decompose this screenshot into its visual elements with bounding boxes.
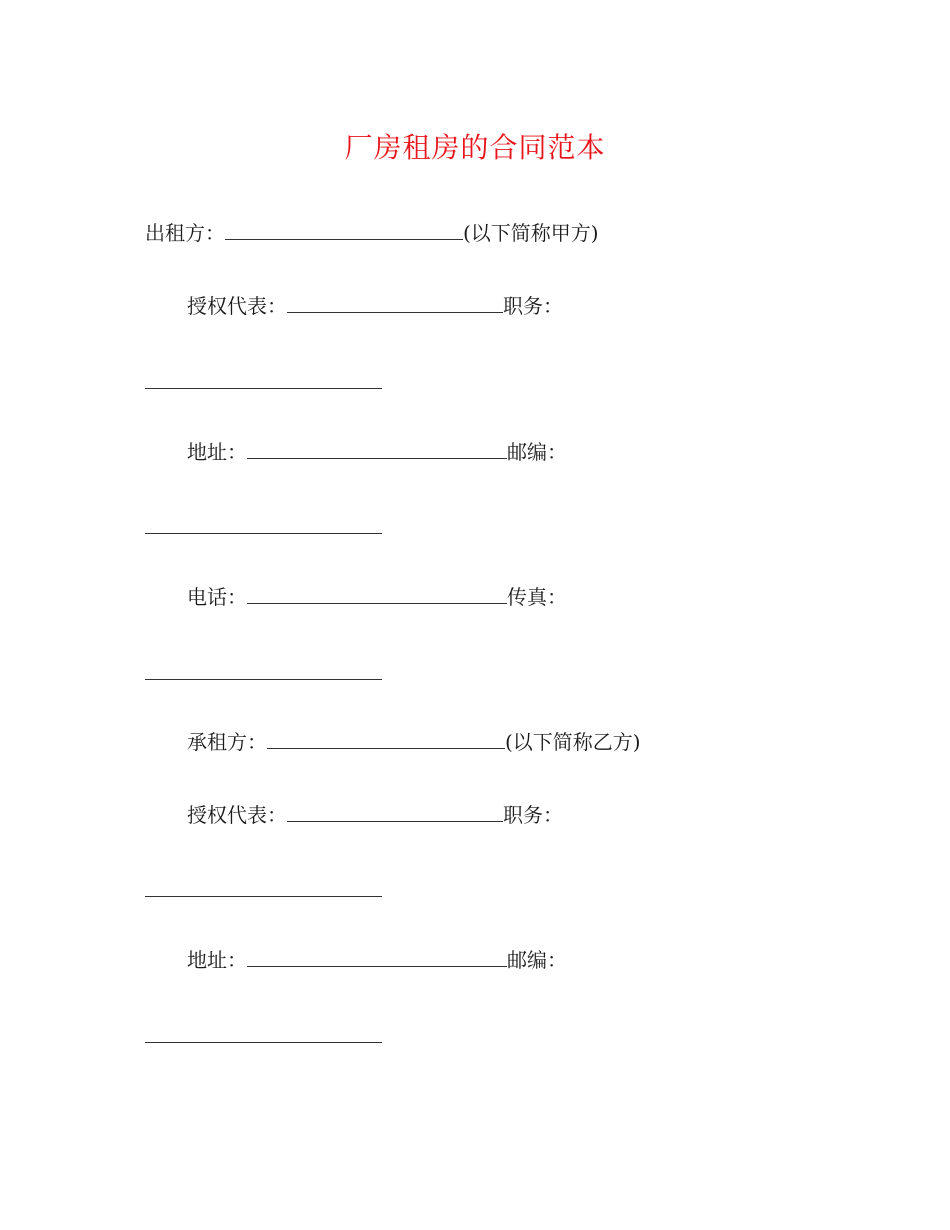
lessor-blank: [225, 219, 463, 240]
lessor-rep-line: [187, 291, 563, 321]
lessor-postcode-blank: [145, 533, 382, 534]
lessee-address-blank: [247, 946, 507, 967]
lessee-rep-blank: [287, 801, 503, 822]
lessor-rep-blank: [287, 292, 503, 313]
lessee-position-label: 职务：: [503, 803, 563, 827]
lessor-suffix: (以下简称甲方): [463, 221, 599, 245]
lessor-phone-label: 电话：: [187, 585, 247, 609]
lessor-phone-blank: [247, 583, 507, 604]
lessee-address-line: [187, 945, 567, 975]
lessor-line: [145, 218, 599, 248]
lessor-position-label: 职务：: [503, 294, 563, 318]
lessee-rep-line: [187, 800, 563, 830]
lessor-address-blank: [247, 438, 507, 459]
lessor-fax-label: 传真：: [507, 585, 567, 609]
lessee-rep-label: 授权代表：: [187, 803, 287, 827]
lessor-fax-blank: [145, 679, 382, 680]
lessee-position-blank: [145, 896, 382, 897]
lessee-line: [187, 727, 641, 757]
lessor-phone-line: [187, 582, 567, 612]
lessee-address-label: 地址：: [187, 948, 247, 972]
lessee-suffix: (以下简称乙方): [505, 730, 641, 754]
lessor-position-blank: [145, 388, 382, 389]
lessor-postcode-label: 邮编：: [507, 440, 567, 464]
page-title: 厂房租房的合同范本: [344, 131, 606, 164]
lessee-postcode-blank: [145, 1042, 382, 1043]
lessee-blank: [267, 728, 505, 749]
lessor-address-label: 地址：: [187, 440, 247, 464]
lessor-label: 出租方：: [145, 221, 225, 245]
lessor-rep-label: 授权代表：: [187, 294, 287, 318]
lessee-label: 承租方：: [187, 730, 267, 754]
lessor-address-line: [187, 437, 567, 467]
lessee-postcode-label: 邮编：: [507, 948, 567, 972]
